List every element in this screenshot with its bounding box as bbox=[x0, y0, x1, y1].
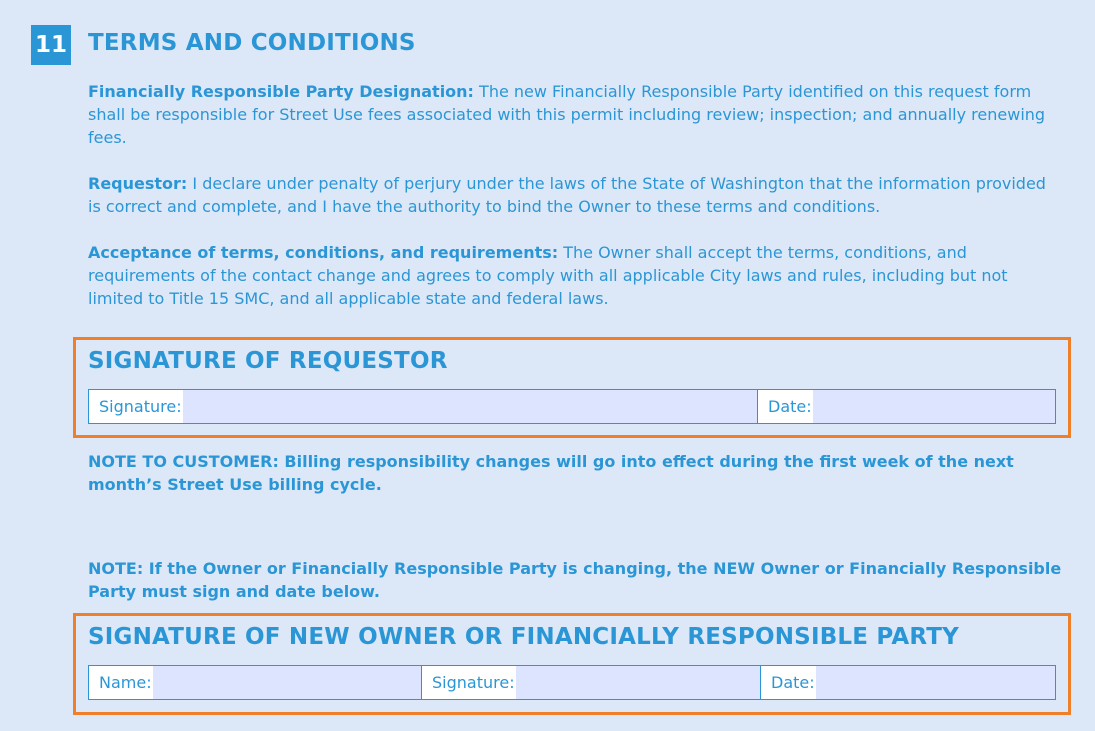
new-owner-name-label: Name: bbox=[89, 666, 153, 699]
requestor-signature-label: Signature: bbox=[89, 390, 183, 423]
section-title: TERMS AND CONDITIONS bbox=[88, 30, 416, 56]
new-owner-name-cell bbox=[89, 666, 422, 699]
new-owner-signature-cell bbox=[422, 666, 761, 699]
requestor-date-input[interactable] bbox=[813, 390, 1055, 423]
requestor-date-label: Date: bbox=[758, 390, 813, 423]
new-owner-signature-label: Signature: bbox=[422, 666, 516, 699]
new-owner-signature-row bbox=[88, 665, 1056, 700]
new-owner-date-input[interactable] bbox=[816, 666, 1055, 699]
new-owner-signature-title: SIGNATURE OF NEW OWNER OR FINANCIALLY RESPONSIBLE PARTY bbox=[88, 624, 959, 650]
new-owner-name-input[interactable] bbox=[153, 666, 421, 699]
requestor-heading: Requestor: bbox=[88, 174, 188, 193]
requestor-signature-row bbox=[88, 389, 1056, 424]
note-to-customer: NOTE TO CUSTOMER: Billing responsibility changes will go into effect during the first week of the next month’s Street Use billing cycle. bbox=[88, 452, 1014, 494]
new-owner-signature-box bbox=[73, 613, 1071, 715]
acceptance-heading: Acceptance of terms, conditions, and requirements: bbox=[88, 243, 559, 262]
requestor-signature-cell bbox=[89, 390, 758, 423]
frp-designation-text: The new Financially Responsible Party identified on this request form shall be responsible for Street Use fees associated with this permit including review; inspection; and annually renewing fees. bbox=[88, 82, 1046, 147]
new-owner-date-label: Date: bbox=[761, 666, 816, 699]
note-owner-change: NOTE: If the Owner or Financially Responsible Party is changing, the NEW Owner or Financially Responsible Party must sign and date below. bbox=[88, 559, 1062, 601]
requestor-signature-box bbox=[73, 337, 1071, 438]
requestor-paragraph bbox=[88, 172, 1063, 218]
acceptance-paragraph bbox=[88, 241, 1063, 310]
new-owner-date-cell bbox=[761, 666, 1055, 699]
new-owner-signature-input[interactable] bbox=[516, 666, 760, 699]
frp-designation-paragraph bbox=[88, 80, 1063, 149]
requestor-date-cell bbox=[758, 390, 1055, 423]
requestor-signature-title: SIGNATURE OF REQUESTOR bbox=[88, 348, 448, 374]
requestor-text: I declare under penalty of perjury under the laws of the State of Washington that the information provided is correct and complete, and I have the authority to bind the Owner to these terms and conditions. bbox=[88, 174, 1046, 216]
requestor-signature-input[interactable] bbox=[183, 390, 757, 423]
section-number-badge: 11 bbox=[31, 25, 71, 65]
acceptance-text: The Owner shall accept the terms, conditions, and requirements of the contact change and agrees to comply with all applicable City laws and rules, including but not limited to Title 15 SMC, and all applicable state and federal laws. bbox=[88, 243, 1008, 308]
frp-designation-heading: Financially Responsible Party Designation: bbox=[88, 82, 474, 101]
